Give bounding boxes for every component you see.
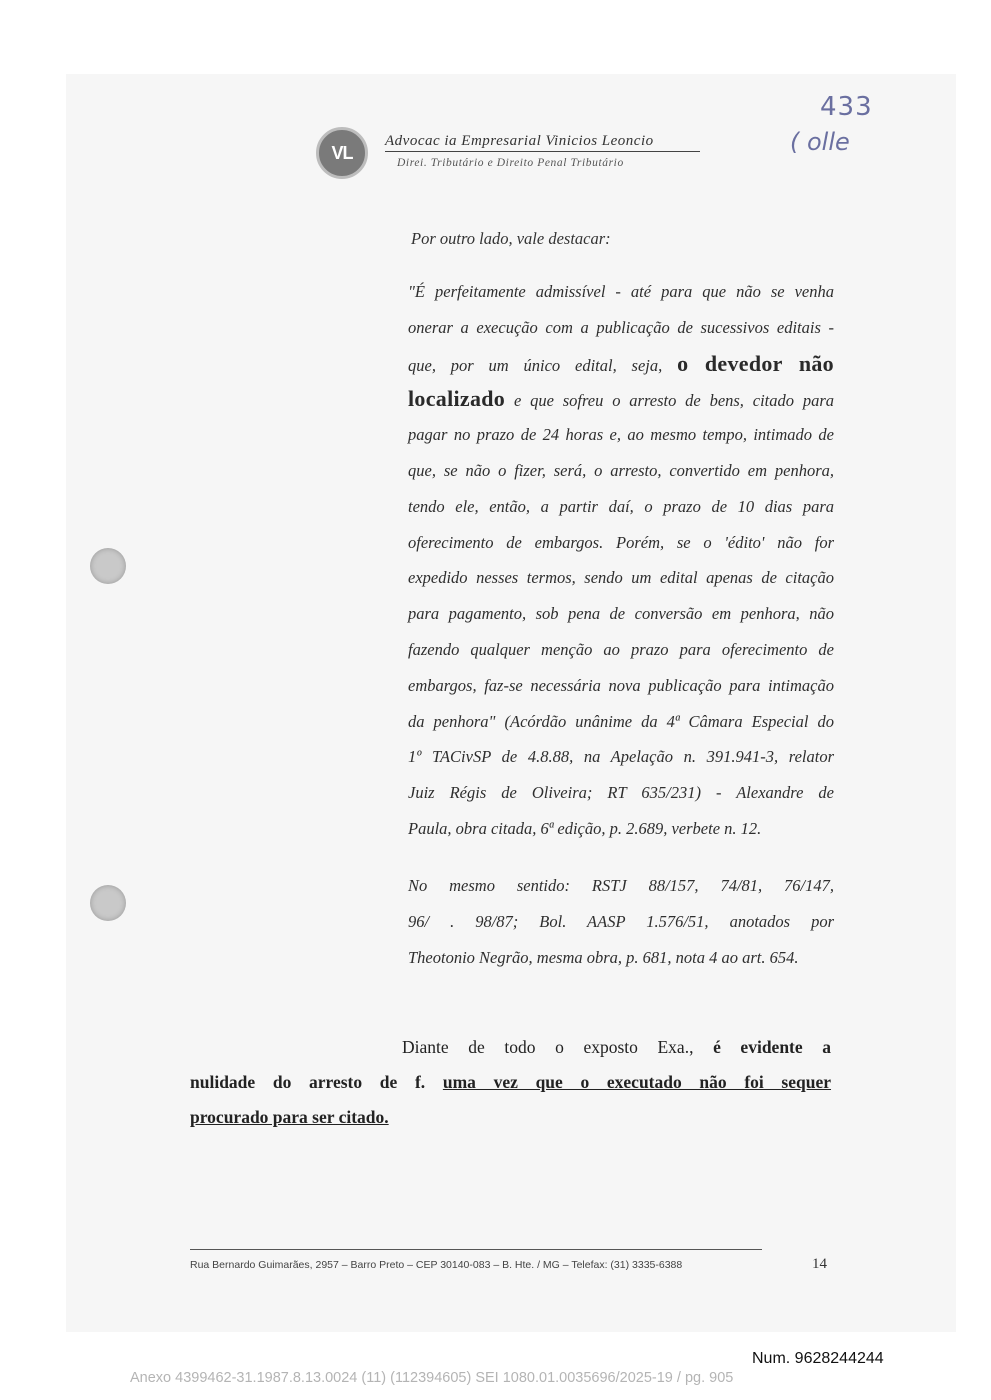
quote-line: da penhora" (Acórdão unânime da 4ª Câmara Especial do: [408, 711, 834, 731]
quote-line: [408, 381, 834, 417]
firm-name: Advocac ia Empresarial Vinicios Leoncio: [385, 133, 700, 152]
quote-line: fazendo qualquer menção ao prazo para oferecimento de: [408, 639, 834, 659]
quote-line: tendo ele, então, a partir daí, o prazo de 10 dias para: [408, 496, 834, 516]
quote-line: 1º TACivSP de 4.8.88, na Apelação n. 391.941-3, relator: [408, 747, 834, 767]
same-sense-line: No mesmo sentido: RSTJ 88/157, 74/81, 76/147,: [408, 876, 834, 895]
quote-line: para pagamento, sob pena de conversão em penhora, não: [408, 604, 834, 624]
page-number: 14: [812, 1256, 827, 1272]
firm-subtitle: Direi. Tributário e Direito Penal Tributário: [397, 157, 624, 169]
punch-hole-top: [90, 548, 126, 584]
handwritten-page-number: 433: [820, 92, 873, 122]
footer-address: Rua Bernardo Guimarães, 2957 – Barro Preto – CEP 30140-083 – B. Hte. / MG – Telefax: (31) 3335-6388: [190, 1259, 683, 1271]
emphasis-text: localizado: [408, 386, 506, 412]
document-number: Num. 9628244244: [752, 1350, 884, 1367]
quoted-passage: [408, 274, 834, 847]
conclusion-underlined: procurado para ser citado.: [190, 1107, 389, 1127]
conclusion-bold: é evidente a: [713, 1037, 831, 1057]
same-sense-line: 96/ . 98/87; Bol. AASP 1.576/51, anotados por: [408, 911, 834, 931]
firm-logo: [316, 127, 368, 179]
conclusion-bold: nulidade do arresto de f.: [190, 1072, 426, 1092]
conclusion-text: Diante de todo o exposto Exa.,: [402, 1037, 694, 1057]
conclusion-underlined: uma vez que o executado não foi sequer: [442, 1072, 832, 1092]
emphasis-text: o devedor não: [677, 350, 834, 376]
handwritten-initials: ( olle: [790, 128, 850, 156]
conclusion-paragraph: [190, 1030, 831, 1135]
conclusion-line: [190, 1065, 831, 1100]
conclusion-line: [190, 1030, 831, 1065]
annex-reference: Anexo 4399462-31.1987.8.13.0024 (11) (112394605) SEI 1080.01.0035696/2025-19 / pg. 905: [130, 1370, 734, 1386]
quote-line: oferecimento de embargos. Porém, se o 'édito' não for: [408, 532, 834, 552]
quote-line: "É perfeitamente admissível - até para que não se venha: [408, 282, 834, 301]
quote-line: expedido nesses termos, sendo um edital apenas de citação: [408, 568, 834, 588]
intro-sentence: Por outro lado, vale destacar:: [411, 229, 611, 248]
quote-line: que, se não o fizer, será, o arresto, convertido em penhora,: [408, 460, 834, 480]
quote-line: onerar a execução com a publicação de sucessivos editais -: [408, 317, 834, 337]
punch-hole-bottom: [90, 885, 126, 921]
quote-line: [408, 346, 834, 382]
quote-line: Paula, obra citada, 6ª edição, p. 2.689, verbete n. 12.: [408, 818, 762, 838]
quote-line-text: e que sofreu o arresto de bens, citado para: [513, 391, 834, 411]
same-sense-paragraph: [408, 868, 834, 975]
quote-line: embargos, faz-se necessária nova publicação para intimação: [408, 675, 834, 695]
quote-line-text: que, por um único edital, seja,: [408, 355, 663, 375]
conclusion-line: [190, 1100, 831, 1135]
quote-line: pagar no prazo de 24 horas e, ao mesmo tempo, intimado de: [408, 425, 834, 445]
same-sense-line: Theotonio Negrão, mesma obra, p. 681, nota 4 ao art. 654.: [408, 947, 799, 967]
logo-text: VL: [331, 142, 353, 163]
quote-line: Juiz Régis de Oliveira; RT 635/231) - Alexandre de: [408, 783, 834, 803]
footer-divider: [190, 1249, 762, 1250]
